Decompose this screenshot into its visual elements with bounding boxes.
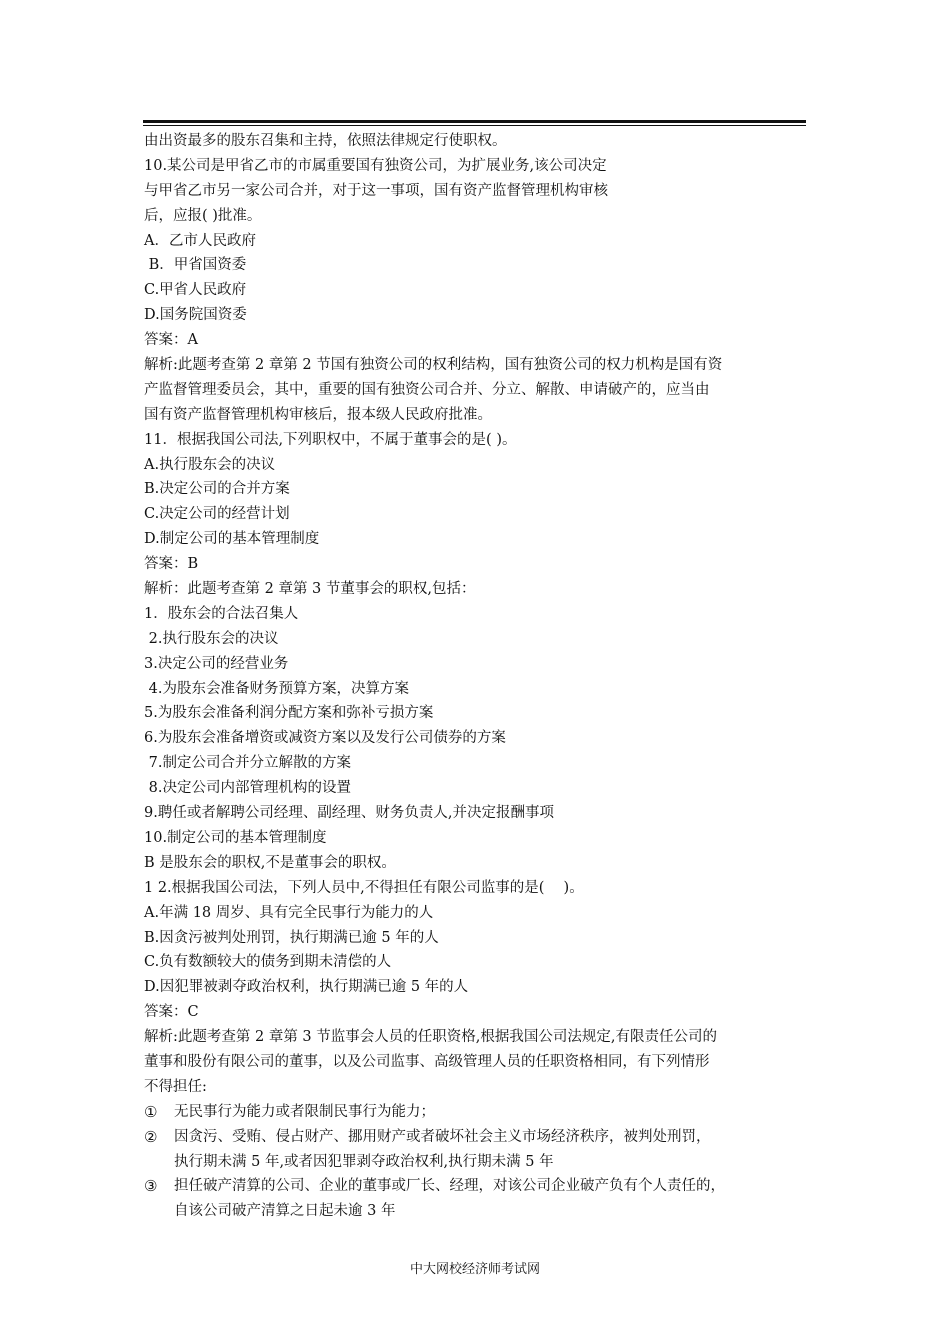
question-10-line-3: 后，应报( )批准。 [144, 207, 262, 224]
list-item: 1．股东会的合法召集人 [144, 605, 299, 622]
page-footer: 中大网校经济师考试网 [409, 1262, 540, 1277]
list-item: 2.执行股东会的决议 [144, 630, 279, 647]
list-item: 7.制定公司合并分立解散的方案 [144, 755, 351, 772]
header-rule-thin [143, 125, 806, 126]
question-10-line-1: 10.某公司是甲省乙市的市属重要国有独资公司，为扩展业务,该公司决定 [144, 157, 607, 174]
circled-list-item [144, 1100, 816, 1125]
question-12: 1 2.根据我国公司法，下列人员中,不得担任有限公司监事的是( )。 [144, 879, 584, 896]
option-a: A.执行股东会的决议 [144, 456, 276, 473]
question-11: 11．根据我国公司法,下列职权中，不属于董事会的是( )。 [144, 431, 517, 448]
list-item: 6.为股东会准备增资或减资方案以及发行公司债券的方案 [144, 730, 506, 747]
option-a: A．乙市人民政府 [144, 232, 256, 249]
analysis-10-line-3: 国有资产监督管理机构审核后，报本级人民政府批准。 [144, 406, 492, 423]
analysis-10-line-1: 解析:此题考查第 2 章第 2 节国有独资公司的权利结构，国有独资公司的权力机构是国有资 [144, 357, 723, 374]
option-d: D.制定公司的基本管理制度 [144, 531, 320, 548]
list-item: 8.决定公司内部管理机构的设置 [144, 780, 351, 797]
option-b: B．甲省国资委 [144, 257, 247, 274]
analysis-12-line-2: 董事和股份有限公司的董事，以及公司监事、高级管理人员的任职资格相同，有下列情形 [144, 1053, 710, 1070]
analysis-11: 解析：此题考查第 2 章第 3 节董事会的职权,包括： [144, 581, 476, 598]
circled-number: ② [144, 1127, 158, 1146]
analysis-12-line-3: 不得担任: [144, 1078, 207, 1095]
header-rule-thick [143, 120, 806, 123]
answer-10: 答案：A [144, 332, 198, 349]
circled-item-text: 担任破产清算的公司、企业的董事或厂长、经理，对该公司企业破产负有个人责任的， [174, 1178, 725, 1195]
circled-item-continuation: 自该公司破产清算之日起未逾 3 年 [174, 1203, 396, 1220]
note-line: B 是股东会的职权,不是董事会的职权。 [144, 854, 396, 871]
option-d: D.因犯罪被剥夺政治权利，执行期满已逾 5 年的人 [144, 979, 469, 996]
option-b: B.因贪污被判处刑罚，执行期满已逾 5 年的人 [144, 929, 439, 946]
list-item: 3.决定公司的经营业务 [144, 655, 289, 672]
document-body [144, 129, 816, 1224]
answer-11: 答案：B [144, 556, 199, 573]
analysis-12-line-1: 解析:此题考查第 2 章第 3 节监事会人员的任职资格,根据我国公司法规定,有限责任公司的 [144, 1029, 717, 1046]
list-item: 5.为股东会准备利润分配方案和弥补亏损方案 [144, 705, 434, 722]
option-a: A.年满 18 周岁、具有完全民事行为能力的人 [144, 904, 434, 921]
analysis-10-line-2: 产监督管理委员会，其中，重要的国有独资公司合并、分立、解散、申请破产的，应当由 [144, 381, 710, 398]
list-item: 4.为股东会准备财务预算方案，决算方案 [144, 680, 409, 697]
option-c: C.负有数额较大的债务到期未清偿的人 [144, 954, 392, 971]
option-c: C.决定公司的经营计划 [144, 506, 290, 523]
question-10-line-2: 与甲省乙市另一家公司合并，对于这一事项，国有资产监督管理机构审核 [144, 182, 608, 199]
circled-list-item [144, 1125, 816, 1150]
text-line: 由出资最多的股东召集和主持，依照法律规定行使职权。 [144, 133, 507, 149]
option-c: C.甲省人民政府 [144, 282, 247, 299]
list-item: 9.聘任或者解聘公司经理、副经理、财务负责人,并决定报酬事项 [144, 805, 554, 822]
circled-item-text: 无民事行为能力或者限制民事行为能力； [174, 1103, 435, 1120]
circled-number: ③ [144, 1177, 158, 1196]
circled-item-continuation: 执行期未满 5 年,或者因犯罪剥夺政治权利,执行期未满 5 年 [174, 1153, 554, 1170]
list-item: 10.制定公司的基本管理制度 [144, 829, 327, 846]
option-b: B.决定公司的合并方案 [144, 481, 290, 498]
circled-item-text: 因贪污、受贿、侵占财产、挪用财产或者破坏社会主义市场经济秩序，被判处刑罚， [174, 1128, 711, 1145]
answer-12: 答案：C [144, 1004, 199, 1021]
option-d: D.国务院国资委 [144, 307, 247, 324]
circled-number: ① [144, 1102, 158, 1121]
circled-list-item [144, 1174, 816, 1199]
